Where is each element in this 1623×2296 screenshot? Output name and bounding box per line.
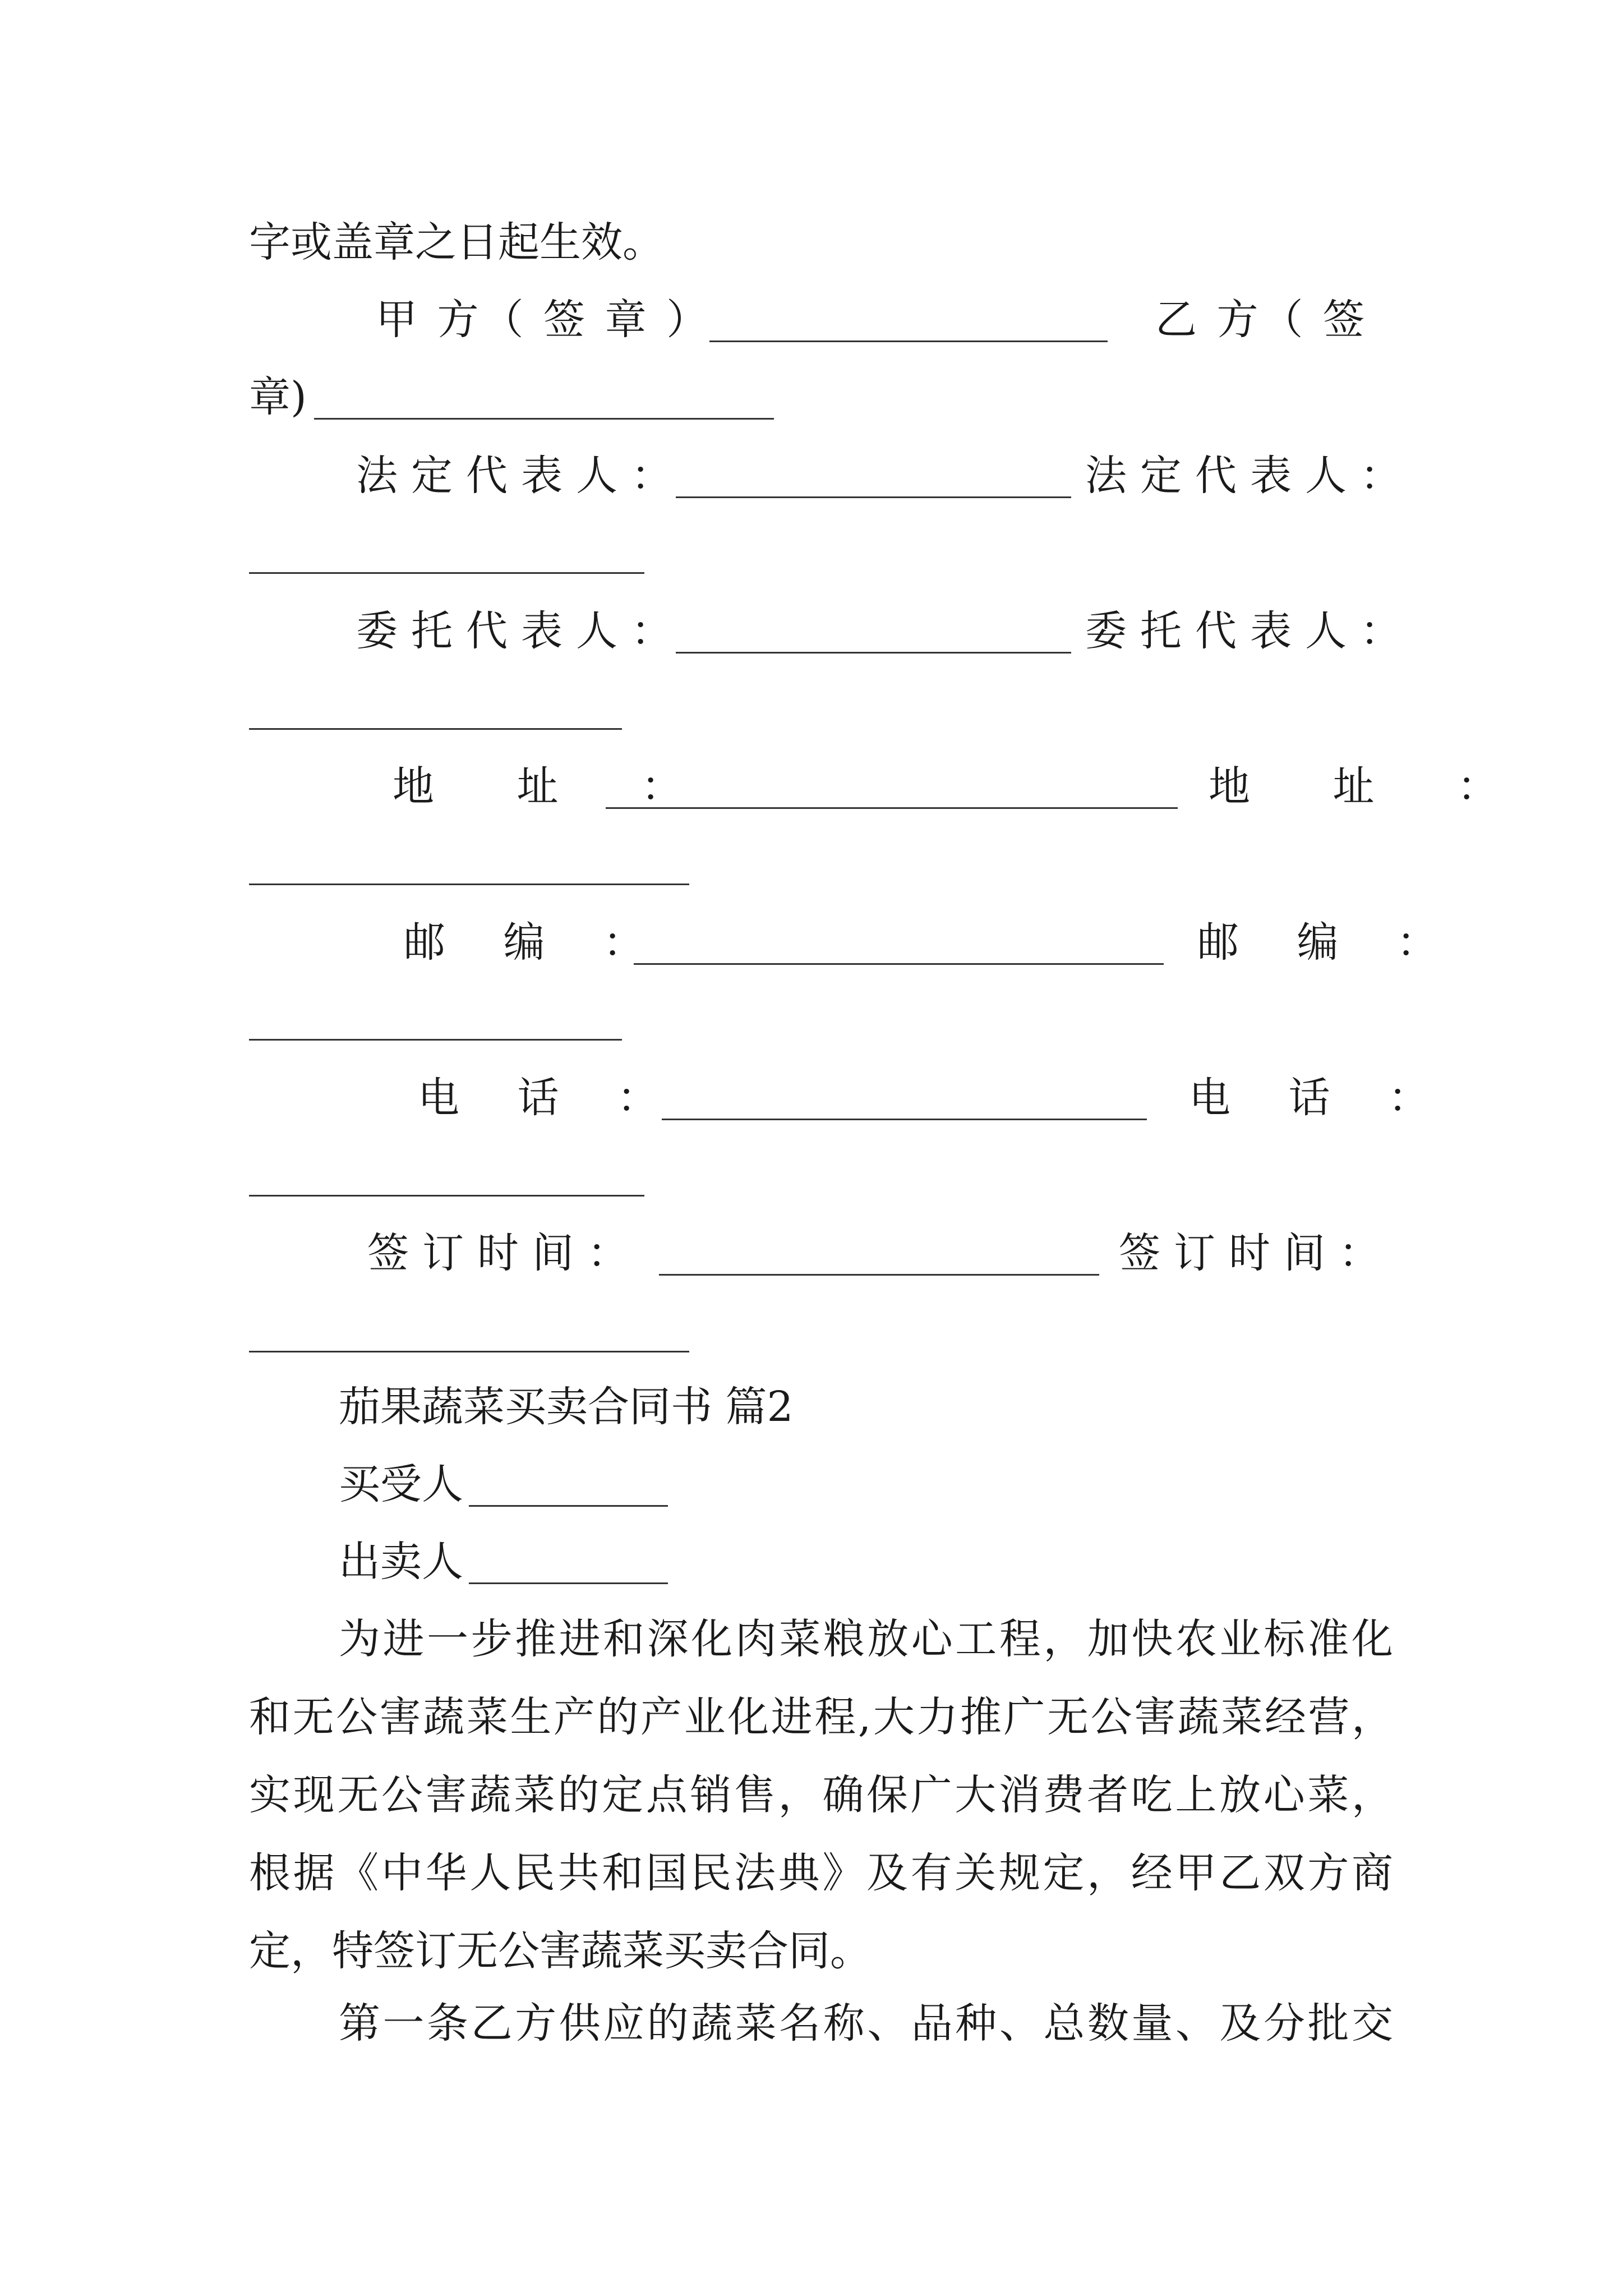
party-a-phone-blank[interactable] xyxy=(662,1119,1147,1120)
party-b-address-blank[interactable] xyxy=(249,884,689,885)
party-a-postcode-blank[interactable] xyxy=(634,963,1164,965)
party-b-entrusted-rep-label: 委托代表人： xyxy=(1085,607,1415,655)
party-b-signature-label: 乙 方（ 签 xyxy=(1155,296,1368,344)
party-b-signature-label-cont: 章) xyxy=(249,373,307,421)
section-heading: 茄果蔬菜买卖合同书 篇2 xyxy=(339,1383,794,1431)
party-b-entrusted-rep-blank[interactable] xyxy=(249,728,622,730)
party-b-postcode-blank[interactable] xyxy=(249,1039,622,1041)
party-a-sign-date-label: 签订时间： xyxy=(367,1229,642,1277)
party-a-address-label: 地 址 ： xyxy=(393,762,718,811)
party-a-legal-rep-label: 法定代表人： xyxy=(356,452,686,500)
paragraph-line: 定，特签订无公害蔬菜买卖合同。 xyxy=(249,1927,872,1975)
party-b-signature-blank[interactable] xyxy=(314,418,774,420)
paragraph-line: 和无公害蔬菜生产的产业化进程,大力推广无公害蔬菜经营， xyxy=(249,1693,1393,1741)
party-a-postcode-label: 邮 编 ： xyxy=(404,918,667,967)
paragraph-line: 根据《中华人民共和国民法典》及有关规定，经甲乙双方商 xyxy=(249,1849,1393,1897)
party-a-entrusted-rep-blank[interactable] xyxy=(676,652,1071,654)
buyer-label: 买受人 xyxy=(339,1460,463,1508)
party-a-legal-rep-blank[interactable] xyxy=(676,496,1071,498)
party-a-phone-label: 电 话 ： xyxy=(418,1074,681,1122)
continuation-text: 字或盖章之日起生效。 xyxy=(249,218,664,266)
paragraph-line: 为进一步推进和深化肉菜粮放心工程，加快农业标准化 xyxy=(339,1615,1393,1663)
seller-label: 出卖人 xyxy=(339,1538,463,1586)
seller-blank[interactable] xyxy=(469,1582,668,1584)
party-a-sign-date-blank[interactable] xyxy=(659,1274,1099,1276)
party-b-phone-label: 电 话 ： xyxy=(1189,1074,1453,1122)
party-b-postcode-label: 邮 编 ： xyxy=(1197,918,1461,967)
party-b-phone-blank[interactable] xyxy=(249,1195,644,1197)
party-b-sign-date-label: 签订时间： xyxy=(1119,1229,1394,1277)
party-a-address-blank[interactable] xyxy=(606,807,1178,809)
party-a-entrusted-rep-label: 委托代表人： xyxy=(356,607,686,655)
article-one-paragraph xyxy=(249,1985,1393,2063)
party-a-signature-blank[interactable] xyxy=(709,341,1108,342)
party-b-sign-date-blank[interactable] xyxy=(249,1351,689,1352)
party-b-address-label: 地 址 ： xyxy=(1209,762,1534,811)
paragraph-line: 实现无公害蔬菜的定点销售，确保广大消费者吃上放心菜， xyxy=(249,1771,1393,1819)
paragraph-line: 第一条乙方供应的蔬菜名称、品种、总数量、及分批交 xyxy=(339,1999,1393,2047)
party-a-signature-label: 甲 方（ 签 章 ） xyxy=(376,296,712,344)
party-b-legal-rep-label: 法定代表人： xyxy=(1085,452,1415,500)
intro-paragraph xyxy=(249,1600,1393,1990)
party-b-legal-rep-blank[interactable] xyxy=(249,572,644,574)
buyer-blank[interactable] xyxy=(469,1505,668,1507)
